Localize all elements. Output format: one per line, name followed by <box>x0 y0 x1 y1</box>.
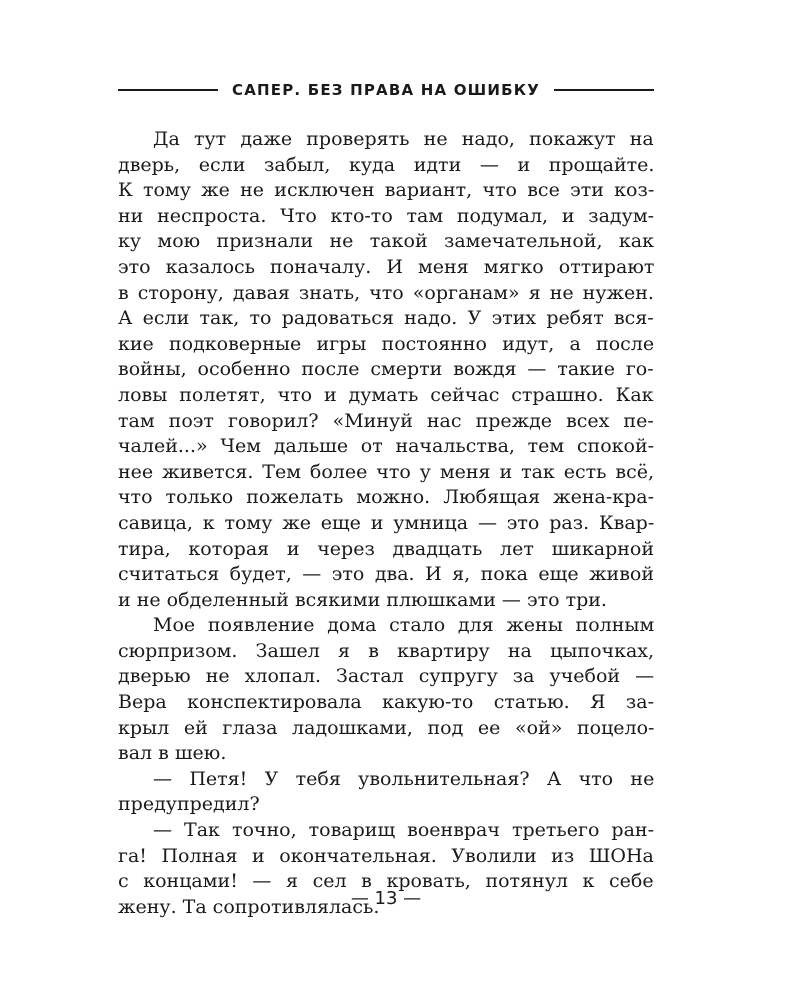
text-line: нее живется. Тем более что у меня и так есть всё, <box>118 460 654 483</box>
text-line: га! Полная и окончательная. Уволили из ШОНа <box>118 844 654 867</box>
text-line: Да тут даже проверять не надо, покажут на <box>153 128 654 150</box>
text-line: Мое появление дома стало для жены полным <box>153 614 654 637</box>
text-line: К тому же не исключен вариант, что все эти коз- <box>118 179 654 202</box>
text-line: савица, к тому же еще и умница — это раз. Квар- <box>118 511 654 534</box>
text-line: ни неспроста. Что кто-то там подумал, и задум- <box>118 204 654 227</box>
body-text <box>118 127 654 920</box>
text-line: вал в шею. <box>118 742 227 765</box>
text-line: чалей...» Чем дальше от начальства, тем спокой- <box>118 435 654 458</box>
text-line: что только пожелать можно. Любящая жена-кра- <box>118 486 654 509</box>
text-line: там поэт говорил? «Минуй нас прежде всех пе- <box>118 409 654 432</box>
text-line: дверь, если забыл, куда идти — и прощайте. <box>118 153 654 176</box>
text-line: А если так, то радоваться надо. У этих ребят вся- <box>118 307 654 330</box>
text-line: ловы полетят, что и думать сейчас страшно. Как <box>118 383 654 406</box>
text-line: — Так точно, товарищ военврач третьего ран- <box>153 819 654 842</box>
header-rule-right <box>554 89 654 91</box>
text-line: сюрпризом. Зашел я в квартиру на цыпочках, <box>118 639 654 662</box>
text-line: и не обделенный всякими плюшками — это три. <box>118 588 607 611</box>
text-line: крыл ей глаза ладошками, под ее «ой» поцело- <box>118 716 654 739</box>
page-number: — 13 — <box>350 888 422 909</box>
running-head <box>118 78 654 102</box>
text-line: кие подковерные игры постоянно идут, а после <box>118 332 654 355</box>
text-line: считаться будет, — это два. И я, пока еще живой <box>118 563 654 586</box>
text-line: — Петя! У тебя увольнительная? А что не <box>153 767 654 790</box>
text-line: предупредил? <box>118 793 260 816</box>
text-line: тира, которая и через двадцать лет шикарной <box>118 537 654 560</box>
text-line: жену. Та сопротивлялась. <box>118 895 380 918</box>
text-line: ку мою признали не такой замечательной, как <box>118 230 654 253</box>
text-line: это казалось поначалу. И меня мягко оттирают <box>118 255 654 278</box>
text-line: дверью не хлопал. Застал супругу за учебой — <box>118 665 654 688</box>
book-title: САПЕР. БЕЗ ПРАВА НА ОШИБКУ <box>232 81 540 99</box>
header-rule-left <box>118 89 218 91</box>
text-line: в сторону, давая знать, что «органам» я не нужен. <box>118 281 654 304</box>
text-line: войны, особенно после смерти вождя — такие го- <box>118 358 654 381</box>
text-line: Вера конспектировала какую-то статью. Я за- <box>118 691 654 714</box>
text-line: с концами! — я сел в кровать, потянул к себе <box>118 870 654 893</box>
